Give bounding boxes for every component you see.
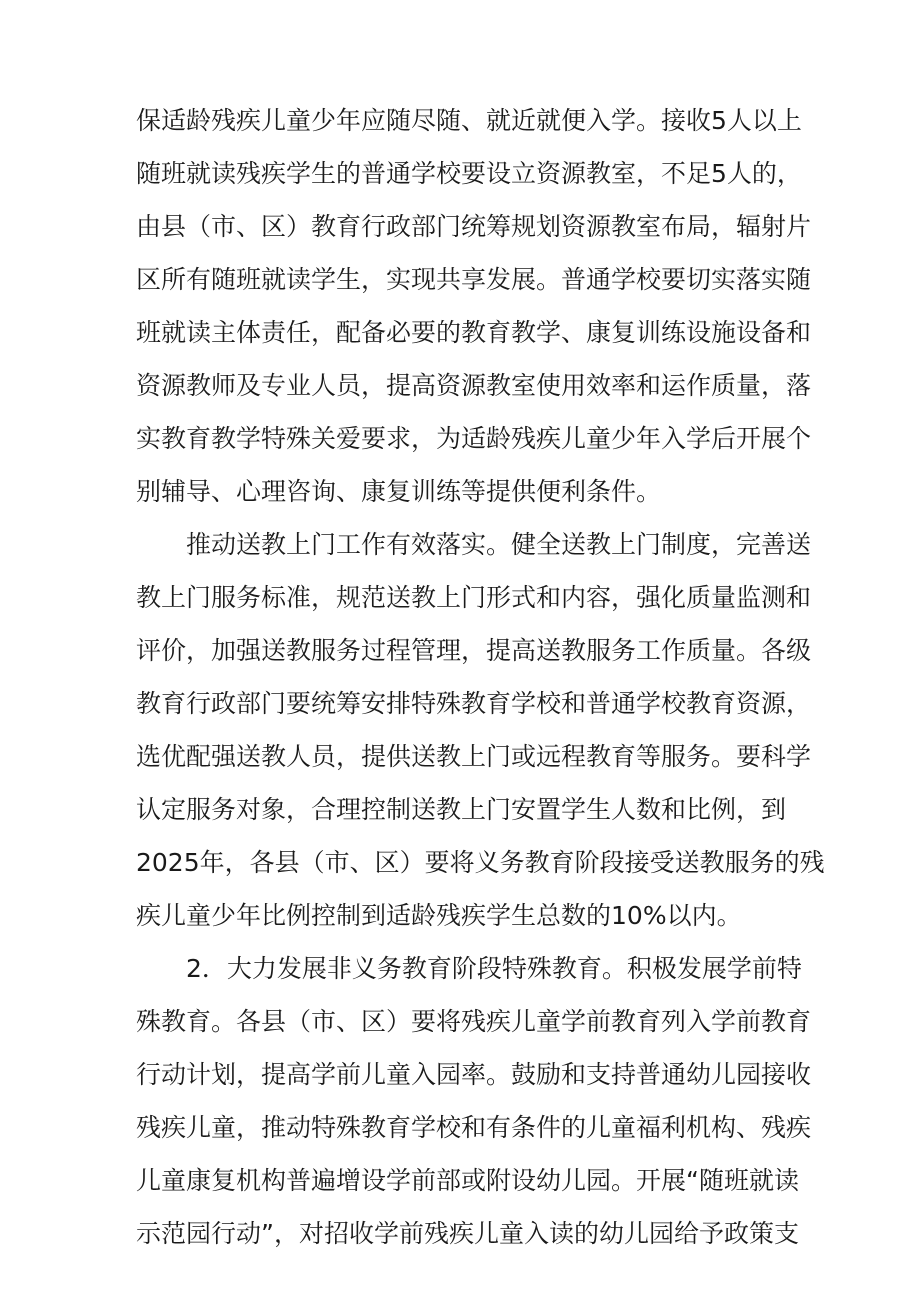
text-line: 实教育教学特殊关爱要求，为适龄残疾儿童少年入学后开展个 — [136, 424, 812, 453]
text-line: 评价，加强送教服务过程管理，提高送教服务工作质量。各级 — [136, 636, 812, 665]
text-line: 保适龄残疾儿童少年应随尽随、就近就便入学。接收5人以上 — [136, 106, 802, 135]
text-line: 残疾儿童，推动特殊教育学校和有条件的儿童福利机构、残疾 — [136, 1113, 812, 1142]
text-line: 选优配强送教人员，提供送教上门或远程教育等服务。要科学 — [136, 742, 812, 771]
text-line: 教育行政部门要统筹安排特殊教育学校和普通学校教育资源， — [136, 689, 812, 718]
text-line: 别辅导、心理咨询、康复训练等提供便利条件。 — [136, 477, 662, 506]
text-line: 区所有随班就读学生，实现共享发展。普通学校要切实落实随 — [136, 265, 812, 294]
text-line: 殊教育。各县（市、区）要将残疾儿童学前教育列入学前教育 — [136, 1007, 812, 1036]
text-line: 2．大力发展非义务教育阶段特殊教育。积极发展学前特 — [186, 954, 802, 983]
text-line: 推动送教上门工作有效落实。健全送教上门制度，完善送 — [186, 530, 812, 559]
text-line: 示范园行动”，对招收学前残疾儿童入读的幼儿园给予政策支 — [136, 1219, 799, 1248]
text-line: 资源教师及专业人员，提高资源教室使用效率和运作质量，落 — [136, 371, 812, 400]
text-line: 教上门服务标准，规范送教上门形式和内容，强化质量监测和 — [136, 583, 812, 612]
text-line: 疾儿童少年比例控制到适龄残疾学生总数的10%以内。 — [136, 901, 742, 930]
text-line: 2025年，各县（市、区）要将义务教育阶段接受送教服务的残 — [136, 848, 825, 877]
text-line: 认定服务对象，合理控制送教上门安置学生人数和比例，到 — [136, 795, 787, 824]
text-line: 行动计划，提高学前儿童入园率。鼓励和支持普通幼儿园接收 — [136, 1060, 812, 1089]
text-line: 班就读主体责任，配备必要的教育教学、康复训练设施设备和 — [136, 318, 812, 347]
text-line: 儿童康复机构普遍增设学前部或附设幼儿园。开展“随班就读 — [136, 1166, 799, 1195]
text-line: 由县（市、区）教育行政部门统筹规划资源教室布局，辐射片 — [136, 212, 812, 241]
text-line: 随班就读残疾学生的普通学校要设立资源教室，不足5人的， — [136, 159, 802, 188]
